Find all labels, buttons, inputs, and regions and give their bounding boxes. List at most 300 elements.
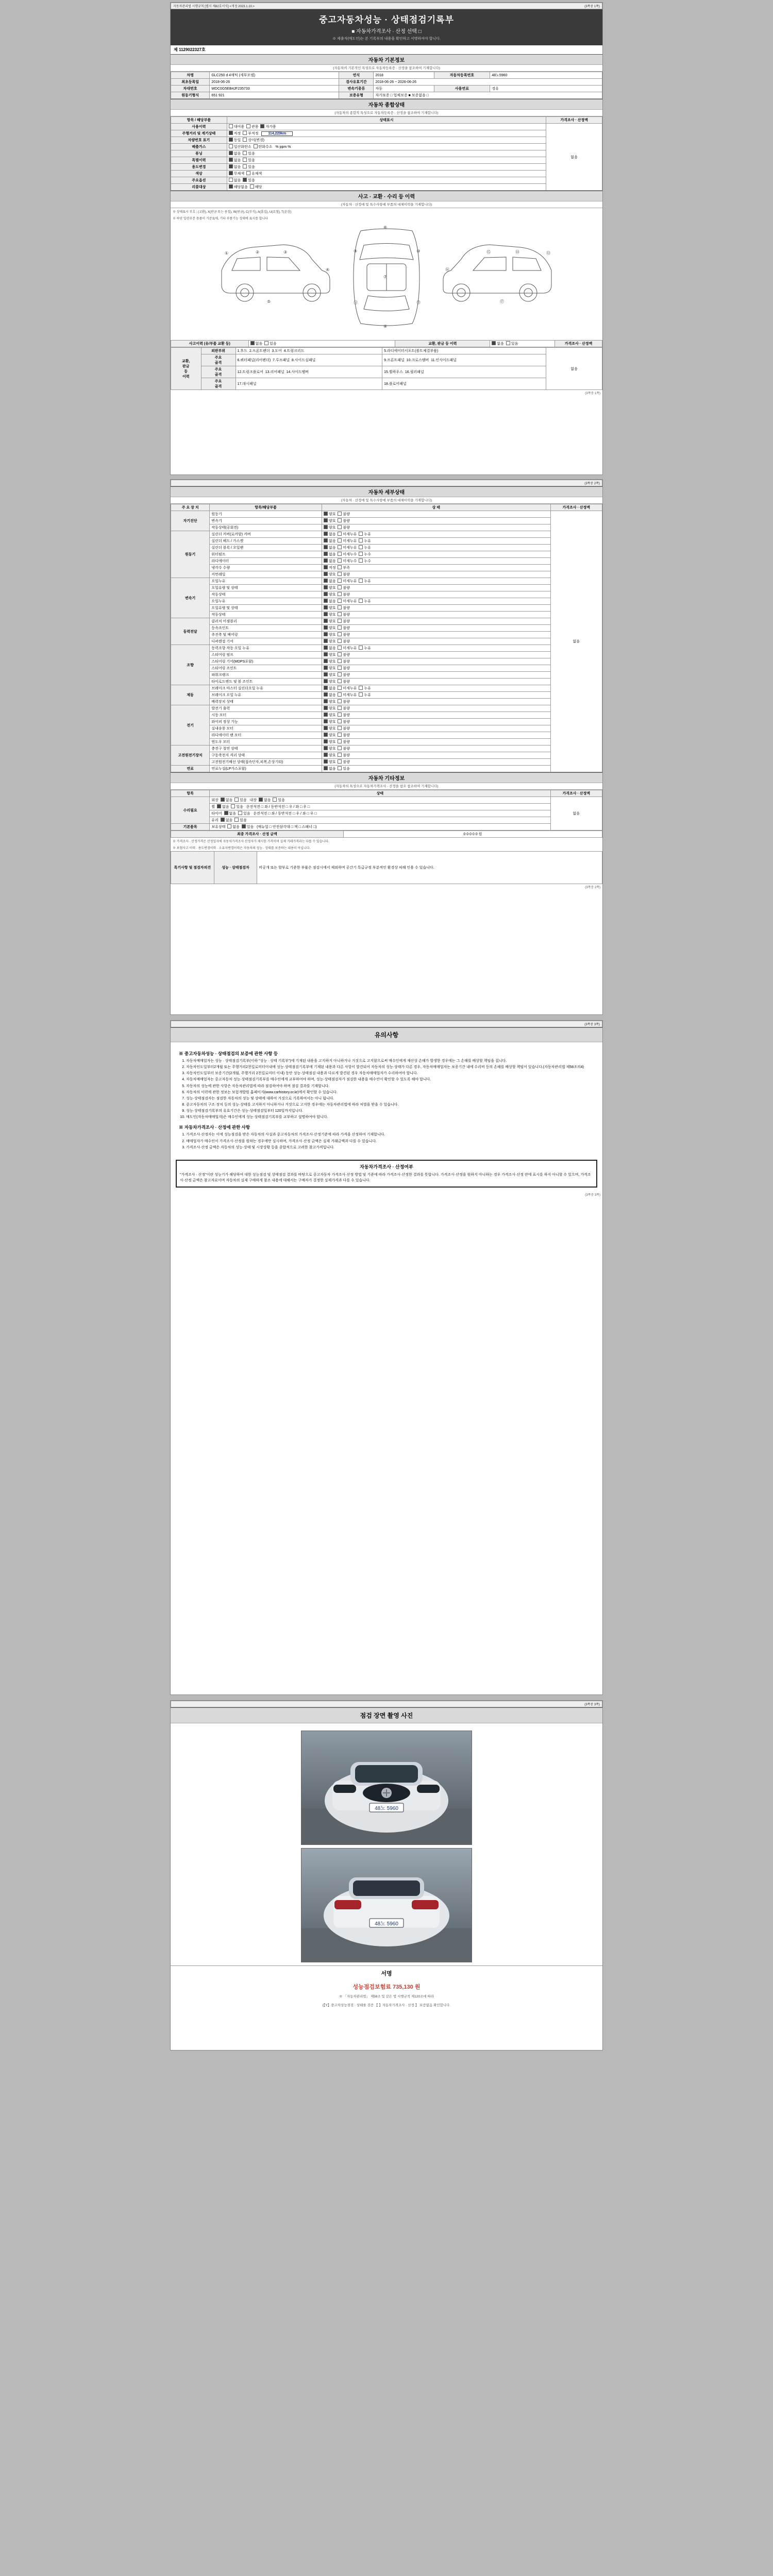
detail-status-2-4[interactable] xyxy=(322,605,550,612)
accident-price-value: 없음 xyxy=(546,348,602,390)
part-name-4: 트렁크리드 xyxy=(287,349,305,353)
table-row xyxy=(171,745,602,752)
footnote-2: (【Y】중고차성능점검 · 상태를 검증 【 】자동차가격조사 · 산정 】 보증없음 확인합니다. xyxy=(322,2004,451,2007)
checkbox-options-none[interactable] xyxy=(229,178,233,182)
opt-tuning-none: 없음 xyxy=(233,152,241,156)
detail-status-6-2[interactable] xyxy=(322,719,550,725)
checkbox-accident-none[interactable] xyxy=(250,341,255,345)
detail-status-4-1[interactable] xyxy=(322,652,550,658)
checkbox-2-2-1[interactable] xyxy=(338,592,342,596)
part-no-2: 2 xyxy=(249,349,251,353)
row-value-usechange[interactable] xyxy=(227,164,546,171)
checkbox-1-5-0[interactable] xyxy=(324,565,328,569)
row-value-special[interactable] xyxy=(227,157,546,164)
checkbox-6-2-0[interactable] xyxy=(324,719,328,723)
checkbox-3-3-0[interactable] xyxy=(324,639,328,643)
checkbox-1-6-1[interactable] xyxy=(338,572,342,576)
detail-status-6-1[interactable] xyxy=(322,712,550,719)
notice-item: 2. 자동차인도일부터2개월 또는 주행거리2천킬로미터이내에 성능·상태점검기록부에 기재된 내용과 다른 사항이 발견되어 자동차의 성능·상태가 다른 경우, 자동차매매업자는 보증기간 내에 수리비 등의 손해를 배상할 책임이 있습니다.(자동차관리법 제58조의4) xyxy=(186,1065,594,1070)
checkbox-government[interactable] xyxy=(246,124,250,128)
checkbox-0-0-1[interactable] xyxy=(338,512,342,516)
detail-group-2: 변속기 xyxy=(171,578,210,618)
row-value-odometer[interactable] xyxy=(227,130,546,137)
opt-label-1-4-1: 미세누수 xyxy=(343,560,359,563)
detail-status-3-1[interactable] xyxy=(322,625,550,632)
detail-status-7-1[interactable] xyxy=(322,752,550,759)
part-no-3: 3 xyxy=(272,349,274,353)
detail-status-2-2[interactable] xyxy=(322,591,550,598)
table-row xyxy=(171,86,602,92)
opt-usechange-none: 없음 xyxy=(233,165,241,169)
detail-status-5-1[interactable] xyxy=(322,692,550,699)
checkbox-ext-yes[interactable] xyxy=(234,798,239,802)
opt-label-2-2-0: 양호 xyxy=(328,593,338,597)
table-row xyxy=(171,632,602,638)
checkbox-2-3-2[interactable] xyxy=(359,599,363,603)
checkbox-4-0-1[interactable] xyxy=(338,646,342,650)
table-row xyxy=(171,725,602,732)
section-detail-title: 자동차 세부상태 xyxy=(171,486,602,497)
checkbox-usechange-yes[interactable] xyxy=(243,164,247,168)
special-remarks-label: 특기사항 및 점검자의견 xyxy=(171,852,214,884)
photo-front xyxy=(301,1731,472,1845)
opt-recall-yes: 해당 xyxy=(255,185,262,189)
checkbox-odometer-ok[interactable] xyxy=(229,131,233,135)
checkbox-0-0-0[interactable] xyxy=(324,512,328,516)
checkbox-4-1-0[interactable] xyxy=(324,652,328,656)
part-name-2: 프론트펜더 xyxy=(252,349,270,353)
frame-no-11: 11 xyxy=(431,359,435,362)
checkbox-glass-none[interactable] xyxy=(221,818,225,822)
checkbox-tire-yes[interactable] xyxy=(238,811,242,815)
frame-name-13: 리어패널 xyxy=(270,370,284,374)
opt-label-4-1-1: 불량 xyxy=(343,653,352,657)
detail-status-6-5[interactable] xyxy=(322,739,550,745)
checkbox-4-0-2[interactable] xyxy=(359,646,363,650)
checkbox-4-4-1[interactable] xyxy=(338,672,342,676)
parts-list-table xyxy=(171,347,602,390)
detail-status-0-2[interactable] xyxy=(322,524,550,531)
row-value-color[interactable] xyxy=(227,171,546,177)
checkbox-6-5-0[interactable] xyxy=(324,739,328,743)
label-parts-frame1: 주요 골격 xyxy=(201,354,236,366)
opt-label-5-0-2: 누유 xyxy=(364,687,373,690)
page-indicator-3: (3쪽중 3쪽) xyxy=(584,1023,600,1026)
detail-status-7-0[interactable] xyxy=(322,745,550,752)
checkbox-1-0-1[interactable] xyxy=(338,532,342,536)
detail-status-2-1[interactable] xyxy=(322,585,550,591)
detail-status-1-4[interactable] xyxy=(322,558,550,565)
basic-info-table xyxy=(171,72,602,99)
checkbox-0-2-0[interactable] xyxy=(324,525,328,529)
checkbox-2-0-1[interactable] xyxy=(338,579,342,583)
checkbox-basic-yes[interactable] xyxy=(242,824,246,828)
checkbox-plate-diff[interactable] xyxy=(243,138,247,142)
label-warranty: 보증유형 xyxy=(339,92,374,99)
detail-status-0-0[interactable] xyxy=(322,511,550,518)
detail-status-7-2[interactable] xyxy=(322,759,550,766)
checkbox-options-yes[interactable] xyxy=(243,178,247,182)
etc-row-exterior[interactable] xyxy=(210,797,550,804)
row-value-emission[interactable] xyxy=(227,144,546,150)
checkbox-3-1-1[interactable] xyxy=(338,625,342,630)
detail-status-2-0[interactable] xyxy=(322,578,550,585)
row-value-options[interactable] xyxy=(227,177,546,184)
opt-ext-none: 없음 xyxy=(225,799,233,802)
accident-history-table xyxy=(171,340,602,347)
comprehensive-table xyxy=(171,116,602,191)
detail-group-8: 연료 xyxy=(171,766,210,772)
checkbox-2-0-2[interactable] xyxy=(359,579,363,583)
checkbox-5-1-0[interactable] xyxy=(324,692,328,697)
page3-topbar xyxy=(171,1021,602,1027)
checkbox-1-2-1[interactable] xyxy=(338,545,342,549)
detail-status-0-1[interactable] xyxy=(322,518,550,524)
notice-item: 10. 매도인(자동차매매업자)은 매수인에게 성능·상태점검기록부를 교부하고 설명하여야 합니다. xyxy=(186,1115,594,1120)
opt-label-0-0-0: 양호 xyxy=(328,513,338,516)
checkbox-0-2-1[interactable] xyxy=(338,525,342,529)
checkbox-special-none[interactable] xyxy=(229,158,233,162)
label-plate: 자동차등록번호 xyxy=(434,72,490,79)
checkbox-hc[interactable] xyxy=(254,144,258,148)
table-row xyxy=(171,72,602,79)
checkbox-8-0-0[interactable] xyxy=(324,766,328,770)
checkbox-4-3-0[interactable] xyxy=(324,666,328,670)
detail-status-1-0[interactable] xyxy=(322,531,550,538)
etc-label-repair: 수리필요 xyxy=(171,797,210,824)
opt-rental: 대여용 xyxy=(233,125,245,129)
detail-group-0: 자기진단 xyxy=(171,511,210,531)
checkbox-5-2-1[interactable] xyxy=(338,699,342,703)
checkbox-recall-yes[interactable] xyxy=(250,184,254,189)
checkbox-1-3-2[interactable] xyxy=(359,552,363,556)
detail-status-2-5[interactable] xyxy=(322,612,550,618)
checkbox-6-2-1[interactable] xyxy=(338,719,342,723)
table-row xyxy=(171,531,602,538)
col-detail-price: 가격조사 · 산정액 xyxy=(550,504,602,511)
checkbox-4-1-1[interactable] xyxy=(338,652,342,656)
detail-status-1-1[interactable] xyxy=(322,538,550,545)
table-row xyxy=(171,551,602,558)
checkbox-2-3-0[interactable] xyxy=(324,599,328,603)
checkbox-2-5-0[interactable] xyxy=(324,612,328,616)
checkbox-int-yes[interactable] xyxy=(273,798,277,802)
table-row xyxy=(171,658,602,665)
detail-status-3-0[interactable] xyxy=(322,618,550,625)
checkbox-6-3-1[interactable] xyxy=(338,726,342,730)
detail-status-3-3[interactable] xyxy=(322,638,550,645)
checkbox-basic-none[interactable] xyxy=(227,824,231,828)
frame-name-12: 트렁크플로어 xyxy=(242,370,263,374)
checkbox-4-2-0[interactable] xyxy=(324,659,328,663)
opt-label-6-3-1: 불량 xyxy=(343,727,352,731)
table-row xyxy=(171,150,602,157)
checkbox-2-3-1[interactable] xyxy=(338,599,342,603)
checkbox-1-2-0[interactable] xyxy=(324,545,328,549)
checkbox-3-2-1[interactable] xyxy=(338,632,342,636)
detail-status-1-6[interactable] xyxy=(322,571,550,578)
label-parts-group: 교환, 판금 등 이력 xyxy=(171,348,201,390)
checkbox-wheel-yes[interactable] xyxy=(231,804,235,808)
detail-status-4-5[interactable] xyxy=(322,679,550,685)
detail-part-3-3: 디퍼렌셜 기어 xyxy=(210,638,322,645)
checkbox-1-0-0[interactable] xyxy=(324,532,328,536)
checkbox-4-0-0[interactable] xyxy=(324,646,328,650)
detail-status-1-5[interactable] xyxy=(322,565,550,571)
checkbox-7-0-1[interactable] xyxy=(338,746,342,750)
table-row xyxy=(171,817,602,824)
checkbox-special-yes[interactable] xyxy=(243,158,247,162)
checkbox-1-1-1[interactable] xyxy=(338,538,342,543)
etc-row-basic-items[interactable] xyxy=(210,824,550,831)
label-year: 연식 xyxy=(339,72,374,79)
special-remarks-text: 비공개 또는 할부로 기준한 부품은 점검시에서 제외하며 공간기 특급규정 부분적인 환경상 피해 인용 수 있습니다. xyxy=(257,852,602,884)
page3-footer-corner: (3쪽중 3쪽) xyxy=(585,1194,600,1197)
checkbox-exchange-yes[interactable] xyxy=(506,341,510,345)
checkbox-6-5-1[interactable] xyxy=(338,739,342,743)
checkbox-6-1-1[interactable] xyxy=(338,713,342,717)
checkbox-plate-same[interactable] xyxy=(229,138,233,142)
checkbox-4-2-1[interactable] xyxy=(338,659,342,663)
checkbox-1-5-1[interactable] xyxy=(338,565,342,569)
label-accident-price: 가격조사 · 산정액 xyxy=(554,341,602,347)
checkbox-tire-none[interactable] xyxy=(224,811,228,815)
frame-no-16: 16 xyxy=(405,370,409,374)
checkbox-1-2-2[interactable] xyxy=(359,545,363,549)
checkbox-color-achromatic[interactable] xyxy=(229,171,233,175)
row-value-recall[interactable] xyxy=(227,184,546,191)
checkbox-recall-na[interactable] xyxy=(229,184,233,189)
etc-label-basic-items: 기본품목 xyxy=(171,824,210,831)
checkbox-5-2-0[interactable] xyxy=(324,699,328,703)
checkbox-7-2-1[interactable] xyxy=(338,759,342,764)
opt-wheel-none: 없음 xyxy=(222,805,229,809)
etc-row-wheel[interactable] xyxy=(210,804,550,810)
frame-no-8: 8 xyxy=(291,359,294,362)
checkbox-0-1-1[interactable] xyxy=(338,518,342,522)
opt-label-1-3-2: 누수 xyxy=(364,553,373,556)
checkbox-2-5-1[interactable] xyxy=(338,612,342,616)
checkbox-ext-none[interactable] xyxy=(221,798,225,802)
detail-part-2-0: 오일누유 xyxy=(210,578,322,585)
checkbox-5-1-2[interactable] xyxy=(359,692,363,697)
svg-text:⑰: ⑰ xyxy=(500,299,504,304)
opt-label-1-0-0: 없음 xyxy=(328,533,338,536)
checkbox-5-0-0[interactable] xyxy=(324,686,328,690)
detail-status-5-2[interactable] xyxy=(322,699,550,705)
checkbox-tuning-yes[interactable] xyxy=(243,151,247,155)
row-value-usage[interactable] xyxy=(227,124,546,130)
table-row xyxy=(171,804,602,810)
checkbox-int-none[interactable] xyxy=(259,798,263,802)
checkbox-5-1-1[interactable] xyxy=(338,692,342,697)
detail-group-7: 고전원전기장치 xyxy=(171,745,210,766)
frame-name-7: 루프패널 xyxy=(275,359,290,362)
value-warranty: 자가보증 □ 업체보증 ■ 보증없음 □ xyxy=(374,92,602,99)
row-label-odometer: 주행거리 및 계기상태 xyxy=(171,130,227,137)
checkbox-co[interactable] xyxy=(229,144,233,148)
page-3 xyxy=(170,1020,603,1695)
checkbox-6-4-0[interactable] xyxy=(324,733,328,737)
checkbox-rental[interactable] xyxy=(229,124,233,128)
checkbox-6-0-0[interactable] xyxy=(324,706,328,710)
detail-status-8-0[interactable] xyxy=(322,766,550,772)
checkbox-5-0-2[interactable] xyxy=(359,686,363,690)
detail-status-4-0[interactable] xyxy=(322,645,550,652)
opt-glass-none: 없음 xyxy=(225,819,233,822)
detail-status-6-3[interactable] xyxy=(322,725,550,732)
frame-name-11: 인사이드패널 xyxy=(435,359,457,362)
checkbox-2-1-1[interactable] xyxy=(338,585,342,589)
opt-label-4-1-0: 양호 xyxy=(328,653,338,657)
checkbox-glass-yes[interactable] xyxy=(234,818,239,822)
detail-status-1-2[interactable] xyxy=(322,545,550,551)
detail-part-6-5: 윈도우 모터 xyxy=(210,739,322,745)
opt-label-4-5-0: 양호 xyxy=(328,680,338,684)
checkbox-3-1-0[interactable] xyxy=(324,625,328,630)
opt-label-6-2-1: 불량 xyxy=(343,720,352,724)
opt-label-4-0-0: 없음 xyxy=(328,647,338,650)
opt-label-1-2-2: 누유 xyxy=(364,546,373,550)
notice-item: 2. 매매업자가 매수인이 가격조사·산정을 원하는 경우에만 실시하며, 가격조사·산정 금액은 실제 거래금액과 다를 수 있습니다. xyxy=(186,1139,594,1144)
checkbox-2-4-0[interactable] xyxy=(324,605,328,609)
row-value-tuning[interactable] xyxy=(227,150,546,157)
checkbox-1-3-0[interactable] xyxy=(324,552,328,556)
opt-odometer-ok: 적정 xyxy=(233,132,241,135)
checkbox-4-3-1[interactable] xyxy=(338,666,342,670)
checkbox-2-2-0[interactable] xyxy=(324,592,328,596)
checkbox-7-0-0[interactable] xyxy=(324,746,328,750)
checkbox-3-3-1[interactable] xyxy=(338,639,342,643)
notice-heading-2: ※ 자동차가격조사 · 산정에 관한 사항 xyxy=(179,1125,250,1130)
checkbox-2-4-1[interactable] xyxy=(338,605,342,609)
detail-status-6-0[interactable] xyxy=(322,705,550,712)
checkbox-5-0-1[interactable] xyxy=(338,686,342,690)
checkbox-1-0-2[interactable] xyxy=(359,532,363,536)
notice-heading-1: ※ 중고자동차성능 · 상태점검의 보증에 관한 사항 등 xyxy=(179,1051,278,1056)
value-carname: GLC250 d 4매틱 (세부모델) xyxy=(210,72,339,79)
detail-part-4-0: 동력조향 작동 오일 누유 xyxy=(210,645,322,652)
detail-part-7-0: 충전구 절연 상태 xyxy=(210,745,322,752)
price-definition-title: 자동차가격조사 · 산정여부 xyxy=(360,1164,413,1170)
checkbox-odometer-bad[interactable] xyxy=(243,131,247,135)
checkbox-0-1-0[interactable] xyxy=(324,518,328,522)
checkbox-1-1-2[interactable] xyxy=(359,538,363,543)
col-etc-price: 가격조사 · 산정액 xyxy=(550,790,602,797)
table-row xyxy=(171,699,602,705)
detail-status-2-3[interactable] xyxy=(322,598,550,605)
checkbox-7-2-0[interactable] xyxy=(324,759,328,764)
detail-status-3-2[interactable] xyxy=(322,632,550,638)
value-accident-history[interactable]: 없음 있음 xyxy=(248,341,395,347)
checkbox-private[interactable] xyxy=(260,124,264,128)
detail-status-5-0[interactable] xyxy=(322,685,550,692)
checkbox-7-1-1[interactable] xyxy=(338,753,342,757)
checkbox-1-4-2[interactable] xyxy=(359,558,363,563)
checkbox-1-1-0[interactable] xyxy=(324,538,328,543)
opt-label-1-4-2: 누수 xyxy=(364,560,373,563)
checkbox-accident-yes[interactable] xyxy=(264,341,268,345)
table-row xyxy=(171,545,602,551)
frame-no-6: 6 xyxy=(237,359,240,362)
detail-part-0-2: 작동상태(공회전) xyxy=(210,524,322,531)
detail-status-4-3[interactable] xyxy=(322,665,550,672)
etc-row-tire[interactable] xyxy=(210,810,550,817)
table-row xyxy=(171,538,602,545)
checkbox-exchange-none[interactable] xyxy=(492,341,496,345)
opt-label-2-5-0: 양호 xyxy=(328,613,338,617)
opt-label-1-3-0: 없음 xyxy=(328,553,338,556)
opt-label-3-1-0: 양호 xyxy=(328,626,338,630)
table-row xyxy=(171,124,602,130)
opt-label-5-1-1: 미세누유 xyxy=(343,693,359,697)
checkbox-3-0-1[interactable] xyxy=(338,619,342,623)
checkbox-1-4-1[interactable] xyxy=(338,558,342,563)
opt-label-3-0-1: 불량 xyxy=(343,620,352,623)
checkbox-color-chromatic[interactable] xyxy=(246,171,250,175)
checkbox-usechange-none[interactable] xyxy=(229,164,233,168)
value-exchange-history[interactable]: 없음 있음 xyxy=(490,341,555,347)
etc-row-glass[interactable] xyxy=(210,817,550,824)
section-accident-title: 사고 · 교환 · 수리 등 이력 xyxy=(171,191,602,201)
opt-label-2-0-2: 누유 xyxy=(364,580,373,583)
checkbox-6-0-1[interactable] xyxy=(338,706,342,710)
checkbox-4-5-0[interactable] xyxy=(324,679,328,683)
detail-group-3: 동력전달 xyxy=(171,618,210,645)
checkbox-1-4-0[interactable] xyxy=(324,558,328,563)
table-row xyxy=(171,692,602,699)
table-row xyxy=(171,137,602,144)
col-item: 항목 / 해당부품 xyxy=(171,117,227,124)
checkbox-6-4-1[interactable] xyxy=(338,733,342,737)
checkbox-6-3-0[interactable] xyxy=(324,726,328,730)
opt-label-2-5-1: 불량 xyxy=(343,613,352,617)
row-value-plate-mark[interactable] xyxy=(227,137,546,144)
detail-status-6-4[interactable] xyxy=(322,732,550,739)
detail-status-1-3[interactable] xyxy=(322,551,550,558)
opt-label-7-1-0: 양호 xyxy=(328,754,338,757)
odometer-value: 114,229km xyxy=(261,131,293,136)
checkbox-wheel-none[interactable] xyxy=(217,804,221,808)
table-row xyxy=(171,565,602,571)
page1-footer-corner: (3쪽중 1쪽) xyxy=(585,392,600,395)
detail-status-4-4[interactable] xyxy=(322,672,550,679)
opt-options-yes: 있음 xyxy=(248,179,255,182)
checkbox-8-0-1[interactable] xyxy=(338,766,342,770)
parts-frame-d: 15.휠하우스 16.필러패널 xyxy=(382,366,546,378)
opt-label-4-0-2: 누유 xyxy=(364,647,373,650)
checkbox-3-2-0[interactable] xyxy=(324,632,328,636)
notice-list-warranty xyxy=(186,1059,594,1120)
checkbox-7-1-0[interactable] xyxy=(324,753,328,757)
checkbox-2-1-0[interactable] xyxy=(324,585,328,589)
opt-plate-same: 동일 xyxy=(233,139,241,142)
detail-part-4-3: 스티어링 조인트 xyxy=(210,665,322,672)
checkbox-1-6-0[interactable] xyxy=(324,572,328,576)
checkbox-4-4-0[interactable] xyxy=(324,672,328,676)
checkbox-2-0-0[interactable] xyxy=(324,579,328,583)
detail-status-4-2[interactable] xyxy=(322,658,550,665)
detail-part-3-1: 등속조인트 xyxy=(210,625,322,632)
checkbox-1-3-1[interactable] xyxy=(338,552,342,556)
detail-part-0-1: 변속기 xyxy=(210,518,322,524)
checkbox-tuning-none[interactable] xyxy=(229,151,233,155)
checkbox-3-0-0[interactable] xyxy=(324,619,328,623)
section-basic-sub: (자동차의 기본적인 특성으로 자동차등록증 · 산정을 참조하여 기재합니다) xyxy=(171,65,602,72)
svg-text:⑥: ⑥ xyxy=(383,225,388,230)
checkbox-4-5-1[interactable] xyxy=(338,679,342,683)
checkbox-6-1-0[interactable] xyxy=(324,713,328,717)
